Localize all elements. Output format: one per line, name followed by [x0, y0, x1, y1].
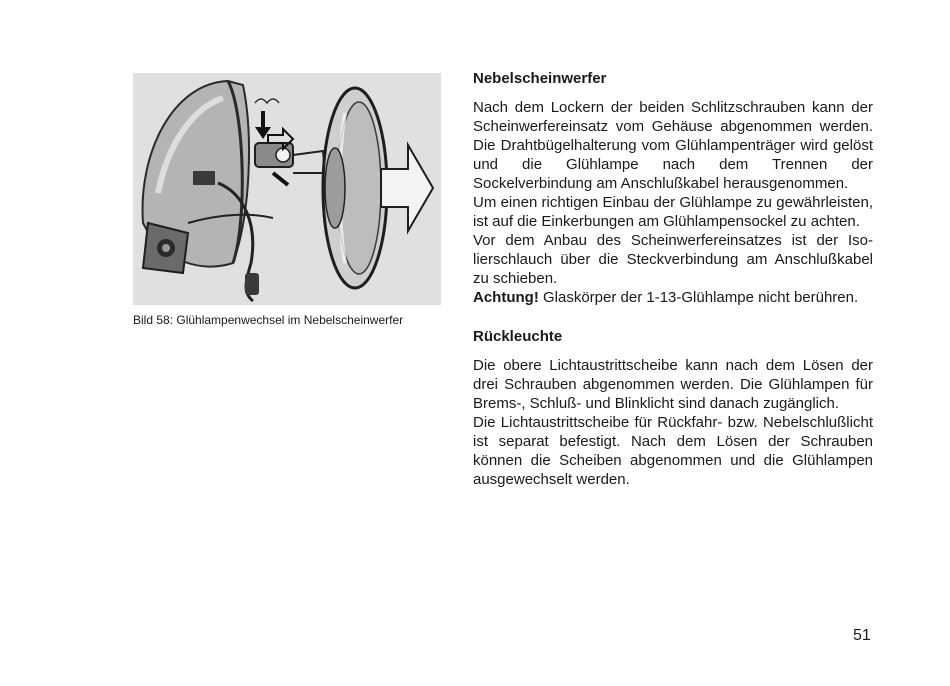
- warning-paragraph: [473, 288, 873, 307]
- paragraph: Vor dem Anbau des Scheinwerfereinsatzes ist der Isolierschlauch über die Steckverbindung am Anschlußkabel zu schieben.: [473, 232, 873, 287]
- heading-rueckleuchte: Rückleuchte: [473, 328, 563, 345]
- paragraph: Die Lichtaustrittscheibe für Rückfahr- bzw. Nebelschlußlicht ist separat befestigt. Nach dem Lösen der Schrauben können die Scheiben abgenommen und die Glühlampen ausgewechselt werden.: [473, 414, 873, 488]
- paragraph: Die obere Lichtaustrittscheibe kann nach dem Lösen der drei Schrauben abgenommen werden. Die Glühlampen für Brems-, Schluß- und Blinklicht sind danach zugänglich.: [473, 357, 873, 412]
- figure-image: [133, 73, 441, 305]
- figure-caption: Bild 58: Glühlampenwechsel im Nebelscheinwerfer: [133, 313, 404, 327]
- paragraph: Um einen richtigen Einbau der Glühlampe zu gewährleisten, ist auf die Einkerbungen am Glühlampensockel zu achten.: [473, 194, 873, 230]
- text-column: [473, 69, 873, 489]
- section-spacer: [473, 307, 873, 327]
- fog-lamp-illustration: [133, 73, 441, 305]
- heading-nebelscheinwerfer: Nebelscheinwerfer: [473, 70, 607, 87]
- warning-label: Achtung!: [473, 289, 539, 306]
- paragraph: Nach dem Lockern der beiden Schlitzschrauben kann der Scheinwerfereinsatz vom Gehäuse abgenommen werden. Die Drahtbügelhalterung vom Glühlampenträger wird gelöst und die Glühlampe nach dem Trennen der Sockelverbindung am Anschlußkabel herausgenommen.: [473, 99, 873, 192]
- page-number: 51: [853, 627, 871, 644]
- warning-text: Glaskörper der 1-13-Glühlampe nicht berühren.: [538, 289, 859, 306]
